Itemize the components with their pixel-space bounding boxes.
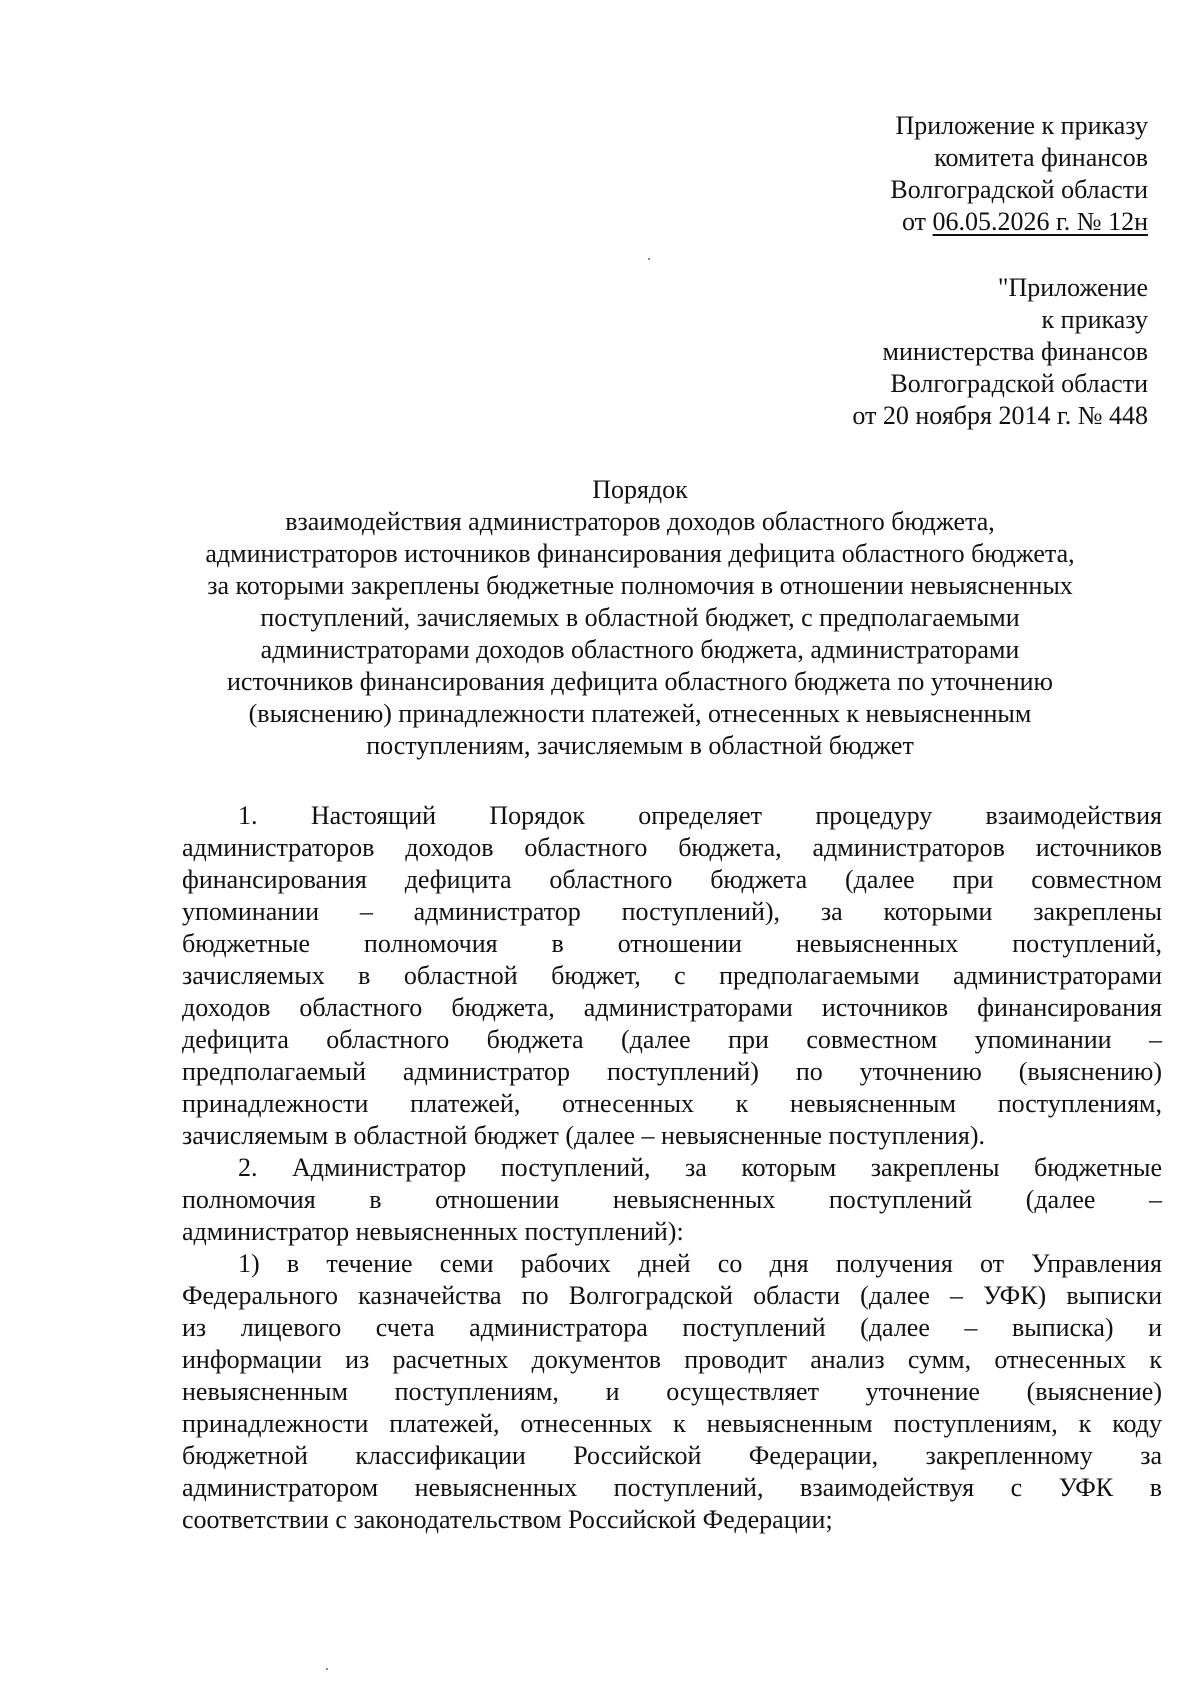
subparagraph-1-line: из лицевого счета администратора поступлений (далее – выписка) и <box>182 1313 1162 1342</box>
title-line: источников финансирования дефицита областного бюджета по уточнению <box>227 667 1053 696</box>
subparagraph-1-line: соответствии с законодательством Российской Федерации; <box>182 1505 833 1534</box>
paragraph-1-line: принадлежности платежей, отнесенных к невыясненным поступлениям, <box>182 1089 1162 1118</box>
title-line: администраторами доходов областного бюджета, администраторами <box>260 635 1020 664</box>
subparagraph-1-line: 1) в течение семи рабочих дней со дня получения от Управления <box>238 1249 1162 1278</box>
original-appendix-line: министерства финансов <box>882 337 1148 366</box>
title-line: поступлениям, зачисляемым в областной бюджет <box>366 731 914 760</box>
paragraph-2-line: администратор невыясненных поступлений): <box>182 1217 684 1246</box>
subparagraph-1-line: Федерального казначейства по Волгоградской области (далее – УФК) выписки <box>182 1281 1162 1310</box>
title-heading: Порядок <box>592 475 688 504</box>
date-prefix: от <box>902 207 933 236</box>
subparagraph-1-line: бюджетной классификации Российской Федерации, закрепленному за <box>182 1441 1162 1470</box>
title-line: (выяснению) принадлежности платежей, отнесенных к невыясненным <box>248 699 1032 728</box>
order-date-number: 06.05.2026 г. № 12н <box>932 207 1148 236</box>
title-line: администраторов источников финансирования дефицита областного бюджета, <box>205 539 1075 568</box>
original-appendix-header <box>852 272 1148 432</box>
subparagraph-1-line: администратором невыясненных поступлений, взаимодействуя с УФК в <box>182 1473 1162 1502</box>
paragraph-1-line: зачисляемым в областной бюджет (далее – невыясненные поступления). <box>182 1121 986 1150</box>
paragraph-1-line: бюджетные полномочия в отношении невыясненных поступлений, <box>182 929 1162 958</box>
scan-speck <box>648 258 650 260</box>
original-appendix-line: к приказу <box>1041 305 1148 334</box>
paragraph-2-line: полномочия в отношении невыясненных поступлений (далее – <box>182 1185 1162 1214</box>
original-appendix-line: от 20 ноября 2014 г. № 448 <box>852 401 1148 430</box>
subparagraph-1-line: невыясненным поступлениям, и осуществляет уточнение (выяснение) <box>182 1377 1162 1406</box>
paragraph-1-line: зачисляемых в областной бюджет, с предполагаемыми администраторами <box>182 961 1162 990</box>
title-line: за которыми закреплены бюджетные полномочия в отношении невыясненных <box>207 571 1073 600</box>
scan-speck <box>326 1668 328 1670</box>
original-appendix-line: "Приложение <box>997 273 1148 302</box>
appendix-header <box>890 110 1148 238</box>
paragraph-2-line: 2. Администратор поступлений, за которым закреплены бюджетные <box>238 1153 1162 1182</box>
paragraph-1-line: финансирования дефицита областного бюджета (далее при совместном <box>182 865 1162 894</box>
title-line: поступлений, зачисляемых в областной бюджет, с предполагаемыми <box>260 603 1020 632</box>
title-line: взаимодействия администраторов доходов областного бюджета, <box>285 507 995 536</box>
appendix-header-line: Приложение к приказу <box>895 111 1148 140</box>
document-title <box>170 474 1110 762</box>
paragraph-1-line: 1. Настоящий Порядок определяет процедуру взаимодействия <box>238 801 1162 830</box>
paragraph-1-line: упоминании – администратор поступлений), за которыми закреплены <box>182 897 1162 926</box>
original-appendix-line: Волгоградской области <box>890 369 1148 398</box>
paragraph-1-line: дефицита областного бюджета (далее при совместном упоминании – <box>182 1025 1162 1054</box>
paragraph-1-line: доходов областного бюджета, администраторами источников финансирования <box>182 993 1162 1022</box>
appendix-header-line: Волгоградской области <box>890 175 1148 204</box>
paragraph-1-line: администраторов доходов областного бюджета, администраторов источников <box>182 833 1162 862</box>
subparagraph-1-line: информации из расчетных документов проводит анализ сумм, отнесенных к <box>182 1345 1162 1374</box>
subparagraph-1-line: принадлежности платежей, отнесенных к невыясненным поступлениям, к коду <box>182 1409 1162 1438</box>
appendix-header-date <box>890 206 1148 238</box>
paragraph-1-line: предполагаемый администратор поступлений) по уточнению (выяснению) <box>182 1057 1162 1086</box>
document-body <box>182 800 1162 1536</box>
appendix-header-line: комитета финансов <box>934 143 1148 172</box>
